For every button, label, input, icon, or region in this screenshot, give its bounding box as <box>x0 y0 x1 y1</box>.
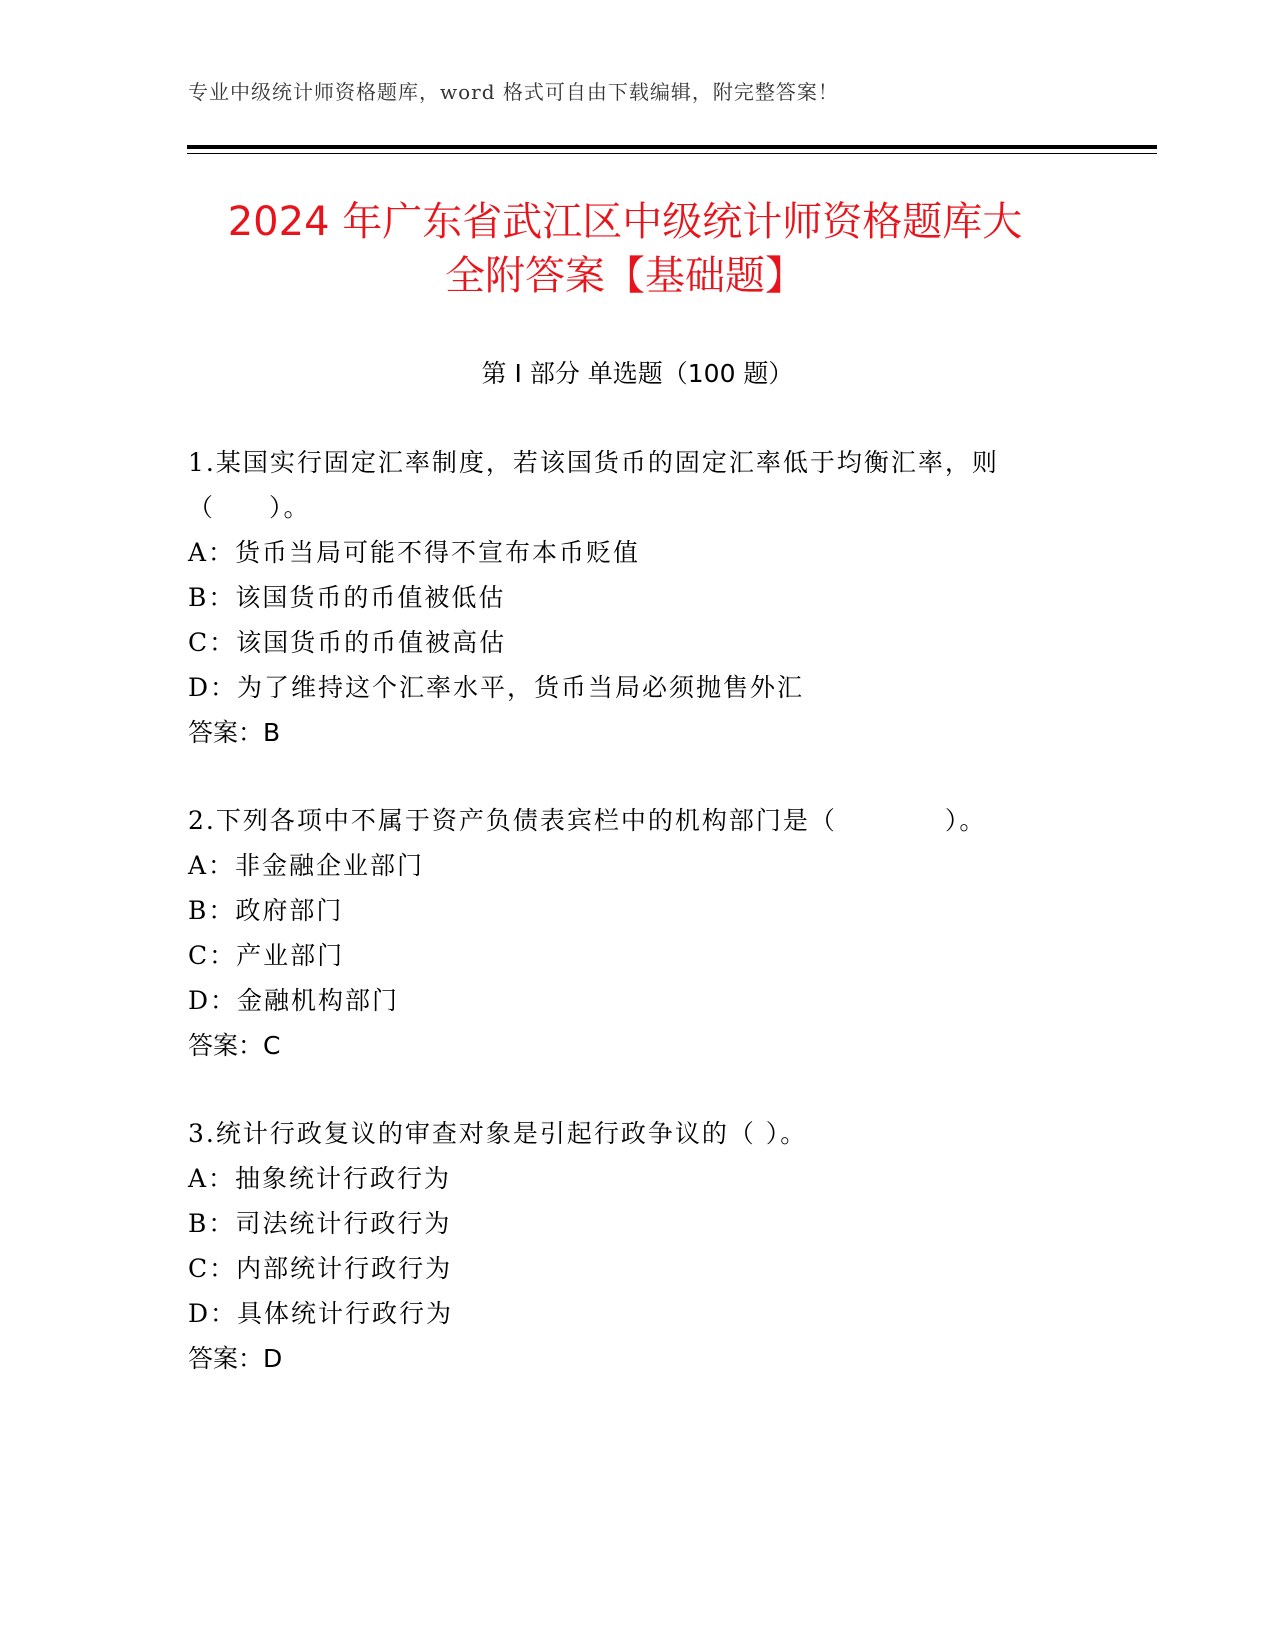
header-rule-thin <box>187 153 1157 154</box>
document-title-line-1: 2024 年广东省武江区中级统计师资格题库大 <box>227 199 1023 245</box>
question-1 <box>188 440 1088 755</box>
option-d: D：为了维持这个汇率水平，货币当局必须抛售外汇 <box>188 673 805 702</box>
option-c: C：内部统计行政行为 <box>188 1254 453 1283</box>
question-stem: 1.某国实行固定汇率制度，若该国货币的固定汇率低于均衡汇率，则（ ）。 <box>188 448 999 522</box>
header-rule <box>187 145 1157 149</box>
question-2 <box>188 798 1088 1068</box>
option-c: C：产业部门 <box>188 941 345 970</box>
section-title: 第 I 部分 单选题（100 题） <box>481 359 794 388</box>
option-b: B：该国货币的币值被低估 <box>188 583 506 612</box>
answer: 答案：C <box>188 1031 281 1060</box>
document-title <box>160 195 1090 303</box>
option-d: D：金融机构部门 <box>188 986 400 1015</box>
option-b: B：政府部门 <box>188 896 344 925</box>
option-c: C：该国货币的币值被高估 <box>188 628 507 657</box>
option-a: A：抽象统计行政行为 <box>188 1164 452 1193</box>
question-stem: 2.下列各项中不属于资产负债表宾栏中的机构部门是（ ）。 <box>188 806 987 835</box>
answer: 答案：D <box>188 1344 283 1373</box>
question-3 <box>188 1111 1088 1381</box>
document-title-line-2: 全附答案【基础题】 <box>445 253 805 299</box>
option-b: B：司法统计行政行为 <box>188 1209 452 1238</box>
question-stem: 3.统计行政复议的审查对象是引起行政争议的（ ）。 <box>188 1119 808 1148</box>
answer: 答案：B <box>188 718 281 747</box>
header-note: 专业中级统计师资格题库，word 格式可自由下载编辑，附完整答案！ <box>188 80 839 104</box>
question-list <box>188 440 1088 1424</box>
option-a: A：非金融企业部门 <box>188 851 425 880</box>
option-d: D：具体统计行政行为 <box>188 1299 454 1328</box>
option-a: A：货币当局可能不得不宣布本币贬值 <box>188 538 641 567</box>
